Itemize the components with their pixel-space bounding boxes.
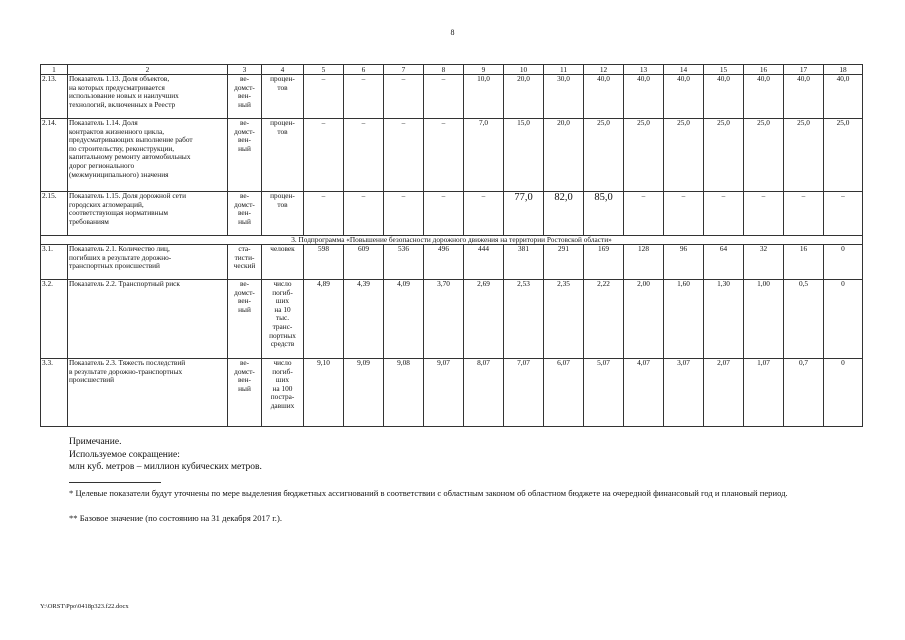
- table-row: [41, 245, 863, 280]
- value-cell: 3,07: [664, 359, 704, 427]
- value-cell: –: [344, 192, 384, 236]
- value-cell: –: [744, 192, 784, 236]
- value-cell: 609: [344, 245, 384, 280]
- header-cell: 5: [304, 65, 344, 75]
- indicator-type: ве- домст- вен- ный: [228, 119, 262, 192]
- value-cell: –: [464, 192, 504, 236]
- table-row: [41, 280, 863, 359]
- header-cell: 7: [384, 65, 424, 75]
- value-cell: 7,0: [464, 119, 504, 192]
- row-number: 2.14.: [41, 119, 68, 192]
- value-cell: 1,60: [664, 280, 704, 359]
- value-cell: 82,0: [544, 192, 584, 236]
- value-cell: 40,0: [744, 75, 784, 119]
- value-cell: –: [704, 192, 744, 236]
- value-cell: 4,07: [624, 359, 664, 427]
- unit: число погиб- ших на 100 постра- давших: [262, 359, 304, 427]
- value-cell: 496: [424, 245, 464, 280]
- value-cell: 2,53: [504, 280, 544, 359]
- header-cell: 12: [584, 65, 624, 75]
- value-cell: 4,09: [384, 280, 424, 359]
- value-cell: 1,07: [744, 359, 784, 427]
- value-cell: 0: [824, 359, 863, 427]
- row-number: 3.2.: [41, 280, 68, 359]
- table-row: [41, 119, 863, 192]
- footnote-1: * Целевые показатели будут уточнены по мере выделения бюджетных ассигнований в соответствии с областным законом об областном бюджете на очередной финансовый год и плановый период.: [69, 488, 788, 498]
- value-cell: 0: [824, 245, 863, 280]
- value-cell: –: [824, 192, 863, 236]
- value-cell: 4,39: [344, 280, 384, 359]
- value-cell: 40,0: [824, 75, 863, 119]
- unit: процен- тов: [262, 119, 304, 192]
- value-cell: –: [384, 119, 424, 192]
- notes-title: Примечание.: [69, 437, 122, 447]
- value-cell: 7,07: [504, 359, 544, 427]
- header-cell: 11: [544, 65, 584, 75]
- header-cell: 8: [424, 65, 464, 75]
- value-cell: 16: [784, 245, 824, 280]
- header-cell: 14: [664, 65, 704, 75]
- unit: процен- тов: [262, 192, 304, 236]
- value-cell: 77,0: [504, 192, 544, 236]
- value-cell: 2,69: [464, 280, 504, 359]
- indicator-type: ве- домст- вен- ный: [228, 359, 262, 427]
- indicator-type: ве- домст- вен- ный: [228, 75, 262, 119]
- value-cell: 32: [744, 245, 784, 280]
- header-cell: 4: [262, 65, 304, 75]
- value-cell: –: [304, 119, 344, 192]
- value-cell: 9,10: [304, 359, 344, 427]
- value-cell: 20,0: [544, 119, 584, 192]
- value-cell: –: [344, 119, 384, 192]
- value-cell: 2,00: [624, 280, 664, 359]
- value-cell: 536: [384, 245, 424, 280]
- value-cell: 25,0: [784, 119, 824, 192]
- value-cell: 1,30: [704, 280, 744, 359]
- header-cell: 10: [504, 65, 544, 75]
- header-cell: 2: [68, 65, 228, 75]
- value-cell: –: [784, 192, 824, 236]
- value-cell: 5,07: [584, 359, 624, 427]
- value-cell: 9,09: [344, 359, 384, 427]
- footnote-2: ** Базовое значение (по состоянию на 31 декабря 2017 г.).: [69, 513, 282, 523]
- value-cell: –: [424, 119, 464, 192]
- header-cell: 1: [41, 65, 68, 75]
- value-cell: –: [304, 192, 344, 236]
- value-cell: 85,0: [584, 192, 624, 236]
- value-cell: –: [424, 192, 464, 236]
- indicators-table: [40, 64, 863, 427]
- value-cell: –: [424, 75, 464, 119]
- value-cell: 64: [704, 245, 744, 280]
- footnote-rule: [69, 482, 161, 483]
- value-cell: 25,0: [624, 119, 664, 192]
- value-cell: –: [344, 75, 384, 119]
- value-cell: 40,0: [784, 75, 824, 119]
- row-number: 3.3.: [41, 359, 68, 427]
- value-cell: –: [304, 75, 344, 119]
- value-cell: 40,0: [624, 75, 664, 119]
- value-cell: 0: [824, 280, 863, 359]
- indicator-name: Показатель 2.1. Количество лиц, погибших в результате дорожно- транспортных происшествий: [68, 245, 228, 280]
- value-cell: 6,07: [544, 359, 584, 427]
- indicator-type: ве- домст- вен- ный: [228, 280, 262, 359]
- value-cell: 169: [584, 245, 624, 280]
- unit: процен- тов: [262, 75, 304, 119]
- indicator-type: ве- домст- вен- ный: [228, 192, 262, 236]
- header-cell: 15: [704, 65, 744, 75]
- row-number: 2.15.: [41, 192, 68, 236]
- value-cell: 1,00: [744, 280, 784, 359]
- value-cell: 2,35: [544, 280, 584, 359]
- value-cell: 444: [464, 245, 504, 280]
- notes-abbr: млн куб. метров – миллион кубических метров.: [69, 462, 262, 472]
- value-cell: 40,0: [704, 75, 744, 119]
- value-cell: 96: [664, 245, 704, 280]
- header-cell: 13: [624, 65, 664, 75]
- row-number: 2.13.: [41, 75, 68, 119]
- header-cell: 3: [228, 65, 262, 75]
- value-cell: 598: [304, 245, 344, 280]
- indicator-name: Показатель 1.13. Доля объектов, на которых предусматривается использование новых и наилучших технологий, включенных в Реестр: [68, 75, 228, 119]
- value-cell: 381: [504, 245, 544, 280]
- header-cell: 6: [344, 65, 384, 75]
- value-cell: 25,0: [584, 119, 624, 192]
- value-cell: 291: [544, 245, 584, 280]
- value-cell: 0,5: [784, 280, 824, 359]
- header-cell: 17: [784, 65, 824, 75]
- header-cell: 18: [824, 65, 863, 75]
- value-cell: 20,0: [504, 75, 544, 119]
- value-cell: 25,0: [664, 119, 704, 192]
- value-cell: 40,0: [664, 75, 704, 119]
- unit: человек: [262, 245, 304, 280]
- value-cell: 9,08: [384, 359, 424, 427]
- table-row: [41, 192, 863, 236]
- value-cell: 9,07: [424, 359, 464, 427]
- table-row: [41, 75, 863, 119]
- indicator-name: Показатель 2.2. Транспортный риск: [68, 280, 228, 359]
- value-cell: 2,22: [584, 280, 624, 359]
- page-number: 8: [450, 28, 455, 37]
- value-cell: –: [624, 192, 664, 236]
- value-cell: –: [384, 192, 424, 236]
- value-cell: –: [384, 75, 424, 119]
- indicator-type: ста- тисти- ческий: [228, 245, 262, 280]
- value-cell: –: [664, 192, 704, 236]
- value-cell: 128: [624, 245, 664, 280]
- value-cell: 40,0: [584, 75, 624, 119]
- row-number: 3.1.: [41, 245, 68, 280]
- value-cell: 3,70: [424, 280, 464, 359]
- indicator-name: Показатель 2.3. Тяжесть последствий в результате дорожно-транспортных происшествий: [68, 359, 228, 427]
- value-cell: 15,0: [504, 119, 544, 192]
- file-path: Y:\ORST\Ppo\0418p323.f22.docx: [40, 603, 129, 610]
- section-row: [41, 236, 863, 245]
- value-cell: 30,0: [544, 75, 584, 119]
- indicator-name: Показатель 1.14. Доля контрактов жизненного цикла, предусматривающих выполнение работ по строительству, реконструкции, капитальному ремонту автомобильных дорог регионального (межмуниципального) значения: [68, 119, 228, 192]
- value-cell: 25,0: [824, 119, 863, 192]
- value-cell: 2,07: [704, 359, 744, 427]
- value-cell: 4,89: [304, 280, 344, 359]
- notes-block: [69, 436, 262, 474]
- header-row: [41, 65, 863, 75]
- header-cell: 16: [744, 65, 784, 75]
- value-cell: 0,7: [784, 359, 824, 427]
- value-cell: 8,07: [464, 359, 504, 427]
- table-row: [41, 359, 863, 427]
- header-cell: 9: [464, 65, 504, 75]
- value-cell: 10,0: [464, 75, 504, 119]
- value-cell: 25,0: [744, 119, 784, 192]
- value-cell: 25,0: [704, 119, 744, 192]
- indicator-name: Показатель 1.15. Доля дорожной сети городских агломераций, соответствующая нормативным требованиям: [68, 192, 228, 236]
- unit: число погиб- ших на 10 тыс. транс- портных средств: [262, 280, 304, 359]
- section-title: 3. Подпрограмма «Повышение безопасности дорожного движения на территории Ростовской области»: [41, 236, 863, 245]
- notes-abbr-label: Используемое сокращение:: [69, 449, 180, 460]
